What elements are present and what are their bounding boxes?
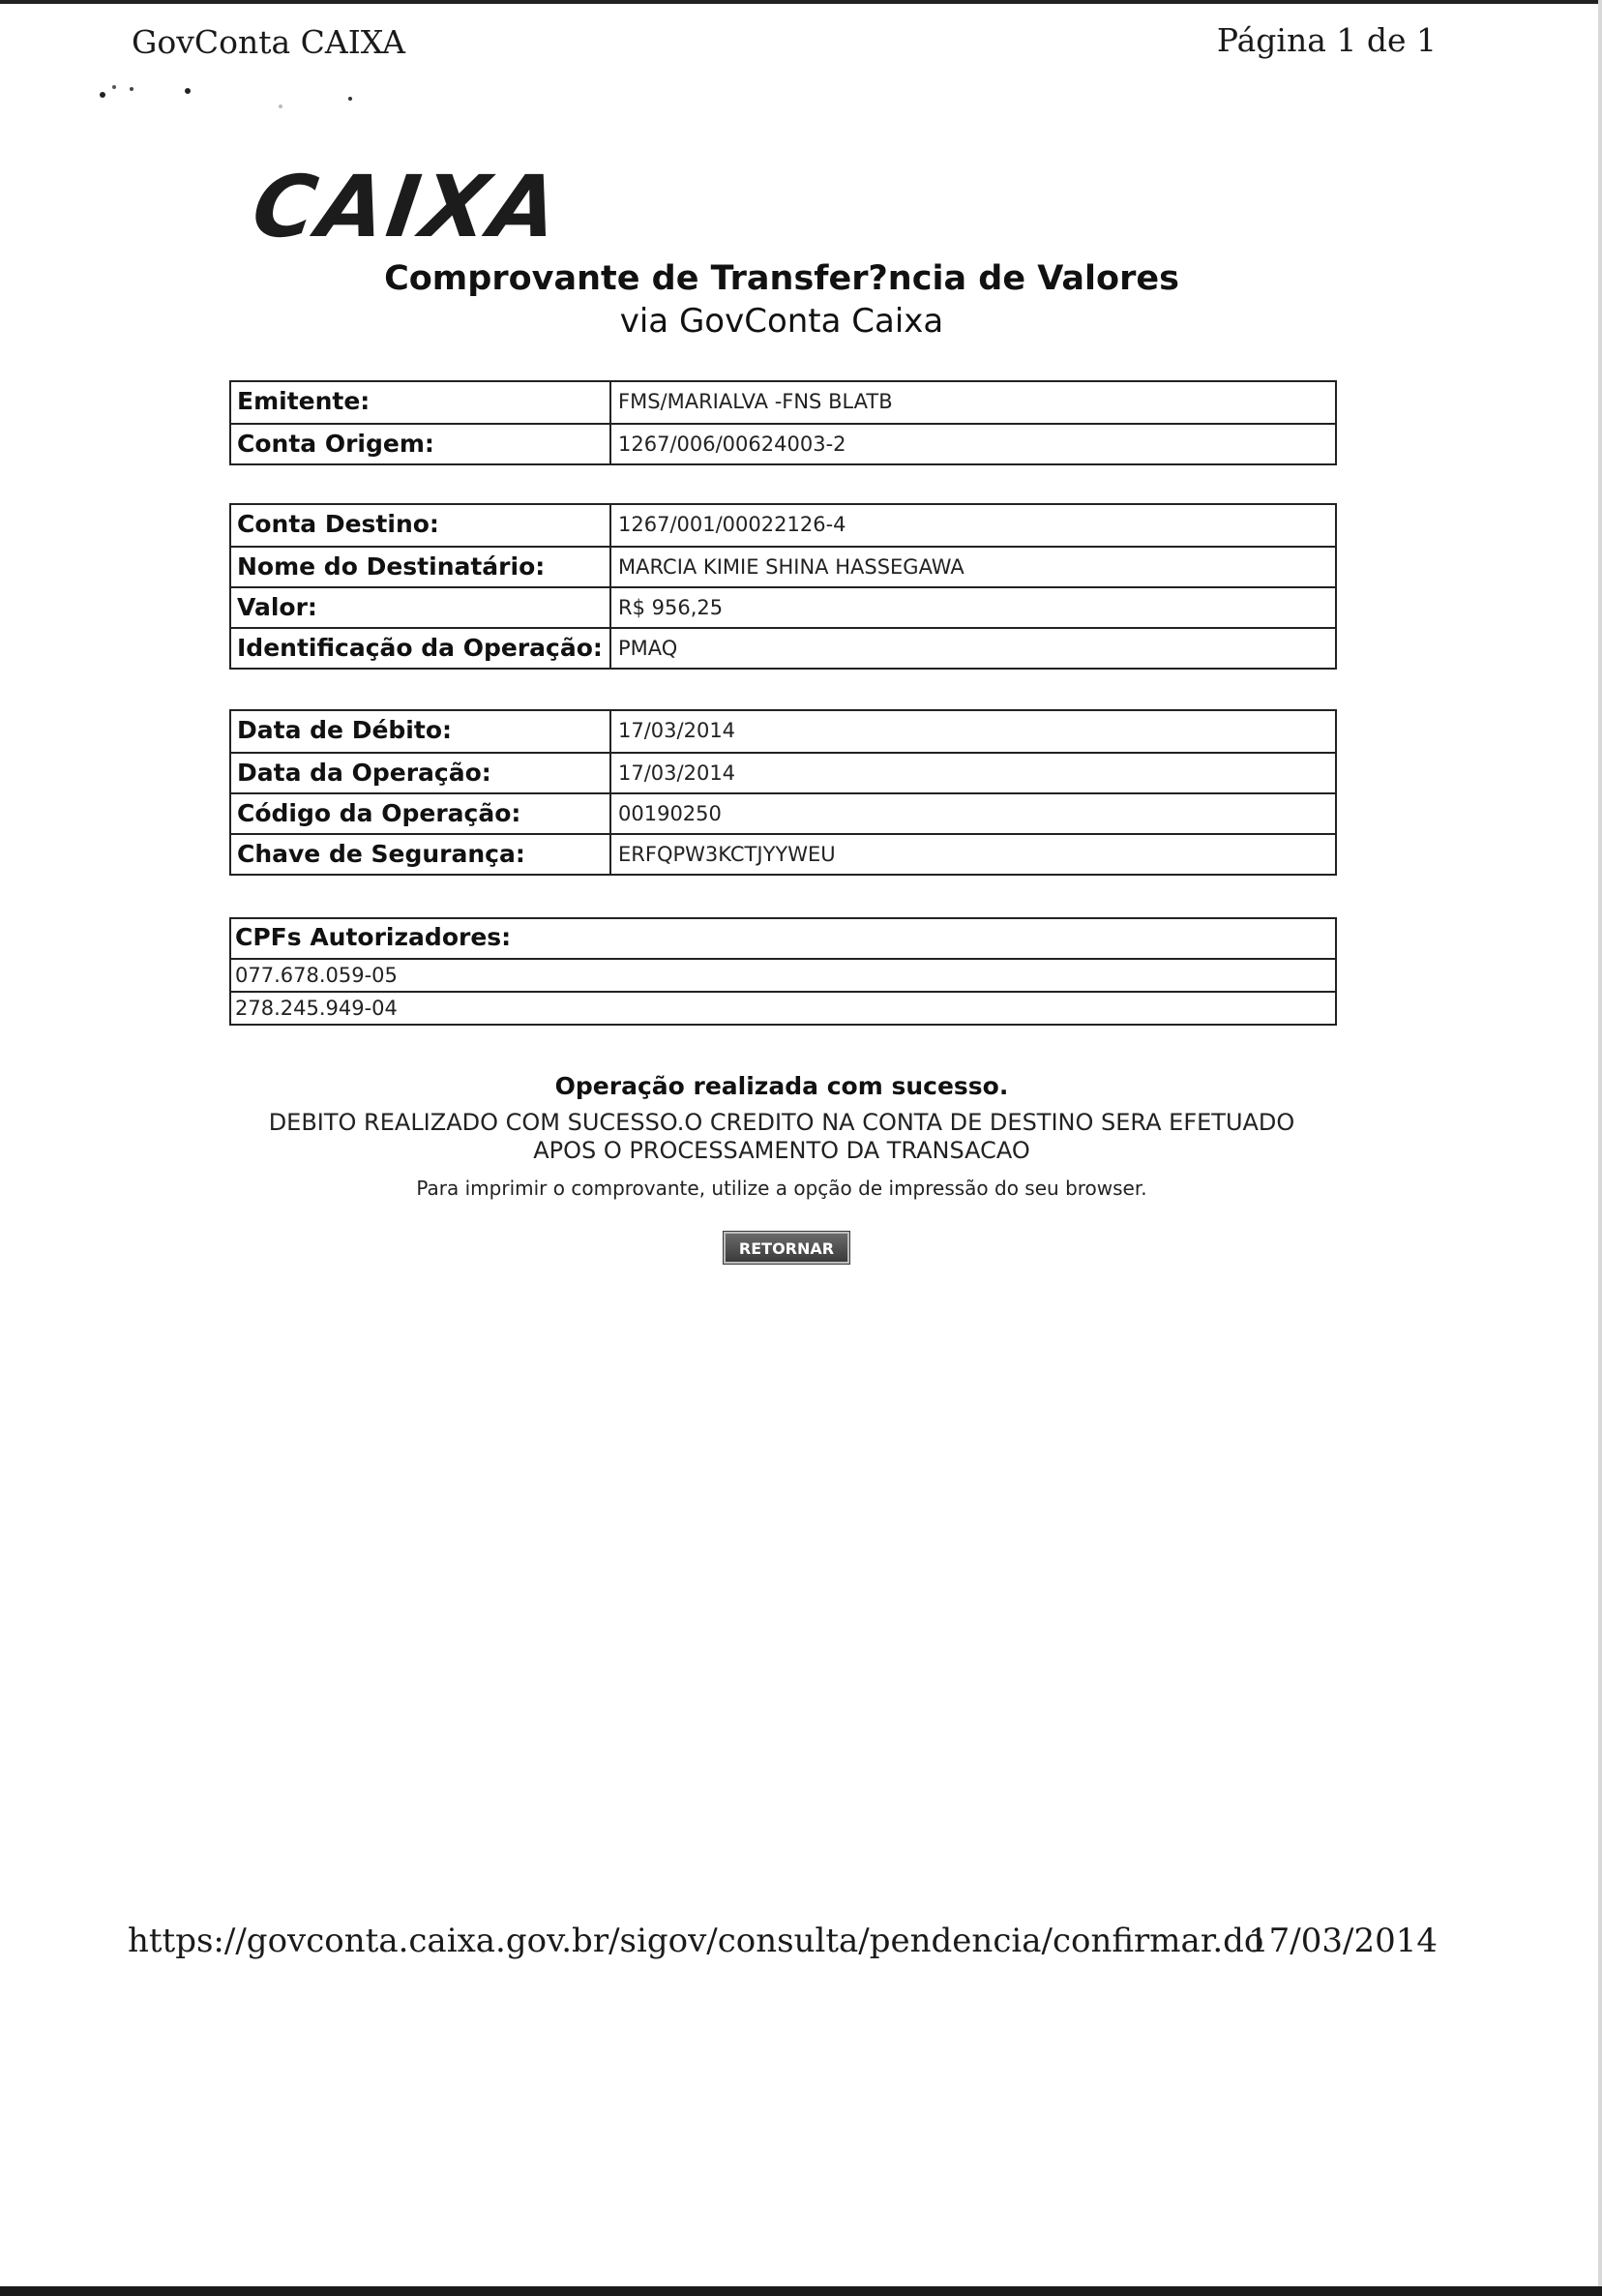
print-header-title: GovConta CAIXA xyxy=(132,23,405,61)
origin-table xyxy=(229,380,1337,465)
print-footer-url: https://govconta.caixa.gov.br/sigov/consulta/pendencia/confirmar.do xyxy=(128,1922,1264,1960)
table-row xyxy=(231,546,1335,586)
print-footer-date: 17/03/2014 xyxy=(1248,1922,1438,1960)
success-message xyxy=(193,1109,1370,1165)
identificacao-value: PMAQ xyxy=(618,637,678,660)
emitente-label: Emitente: xyxy=(231,382,611,423)
data-operacao-label: Data da Operação: xyxy=(231,754,611,792)
valor-value: R$ 956,25 xyxy=(618,596,724,619)
destinatario-value: MARCIA KIMIE SHINA HASSEGAWA xyxy=(618,555,964,579)
table-row xyxy=(231,423,1335,463)
conta-origem-value: 1267/006/00624003-2 xyxy=(618,432,846,456)
table-row xyxy=(231,586,1335,627)
scan-specks xyxy=(97,74,406,112)
emitente-value: FMS/MARIALVA -FNS BLATB xyxy=(618,390,893,413)
print-hint: Para imprimir o comprovante, utilize a opção de impressão do seu browser. xyxy=(416,1177,1147,1200)
cpf-table xyxy=(229,917,1337,1026)
success-message-line: DEBITO REALIZADO COM SUCESSO.O CREDITO NA CONTA DE DESTINO SERA EFETUADO xyxy=(268,1109,1295,1136)
scan-top-edge xyxy=(0,0,1602,4)
success-message-line: APOS O PROCESSAMENTO DA TRANSACAO xyxy=(533,1137,1030,1164)
destinatario-label: Nome do Destinatário: xyxy=(231,548,611,586)
chave-seguranca-value: ERFQPW3KCTJYYWEU xyxy=(618,843,836,866)
table-row xyxy=(231,505,1335,546)
page-title: Comprovante de Transfer?ncia de Valores xyxy=(384,259,1179,298)
conta-origem-label: Conta Origem: xyxy=(231,425,611,463)
table-row xyxy=(231,711,1335,752)
table-row xyxy=(231,627,1335,668)
chave-seguranca-label: Chave de Segurança: xyxy=(231,835,611,874)
table-row xyxy=(231,792,1335,833)
cpf-item: 278.245.949-04 xyxy=(231,991,1335,1024)
return-button[interactable]: RETORNAR xyxy=(724,1232,849,1264)
caixa-logo: CAIXA xyxy=(247,157,567,256)
table-row xyxy=(231,382,1335,423)
identificacao-label: Identificação da Operação: xyxy=(231,629,611,668)
data-debito-label: Data de Débito: xyxy=(231,711,611,752)
scan-bottom-edge xyxy=(0,2286,1602,2296)
table-row xyxy=(231,833,1335,874)
operation-table xyxy=(229,709,1337,876)
destination-table xyxy=(229,503,1337,670)
success-title: Operação realizada com sucesso. xyxy=(554,1072,1009,1100)
cpf-item: 077.678.059-05 xyxy=(231,958,1335,991)
conta-destino-value: 1267/001/00022126-4 xyxy=(618,513,846,536)
table-row xyxy=(231,752,1335,792)
valor-label: Valor: xyxy=(231,588,611,627)
print-header-page-number: Página 1 de 1 xyxy=(1216,21,1437,59)
codigo-operacao-label: Código da Operação: xyxy=(231,794,611,833)
page-subtitle: via GovConta Caixa xyxy=(619,302,944,341)
conta-destino-label: Conta Destino: xyxy=(231,505,611,546)
data-operacao-value: 17/03/2014 xyxy=(618,761,736,785)
cpf-header: CPFs Autorizadores: xyxy=(235,923,512,951)
scan-right-edge xyxy=(1598,0,1602,2296)
data-debito-value: 17/03/2014 xyxy=(618,719,736,742)
codigo-operacao-value: 00190250 xyxy=(618,802,722,825)
